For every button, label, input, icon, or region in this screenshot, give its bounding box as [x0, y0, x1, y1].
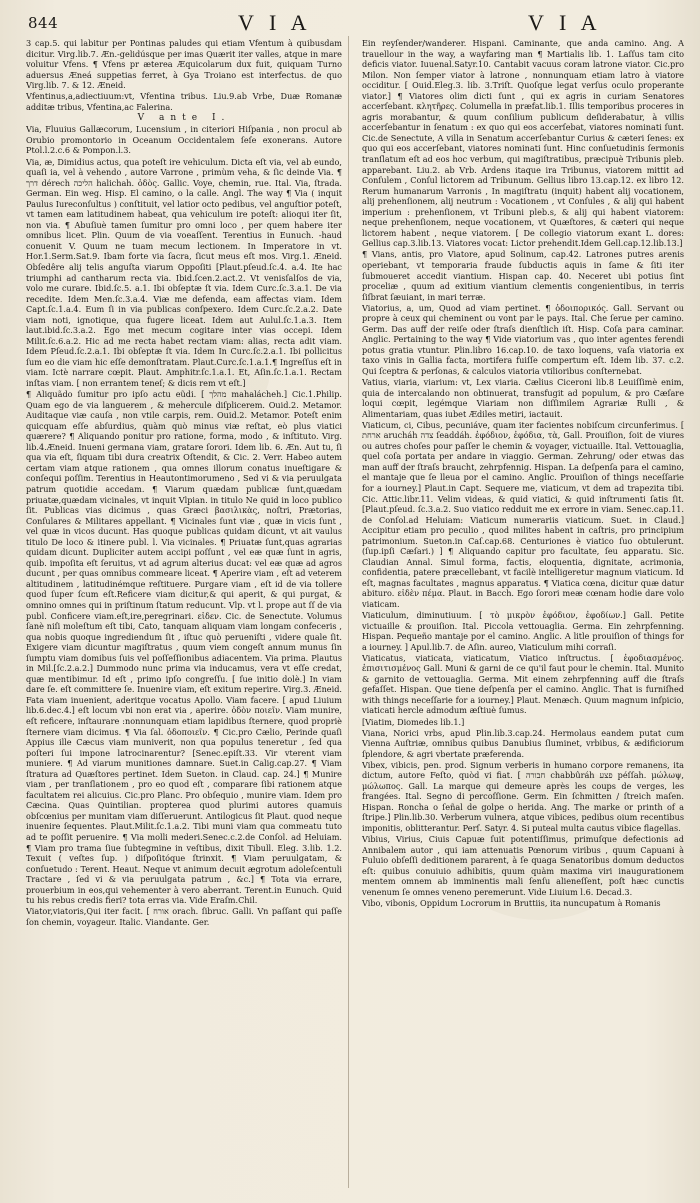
entry-viana: Viana, Norici vrbs, apud Plin.lib.3.cap.24. Hermolaus eandem putat cum Vienna Auſtriæ, omnibus quibus Danubius ſluminet, vrbibus, & ædificiorum ſplendore, & agri vbertate præferenda. [362, 727, 684, 759]
right-column [362, 38, 684, 1188]
running-head-left: V I A [238, 10, 312, 35]
entry-via-fluvius: Via, Fluuius Gallæcorum, Lucensium , in citeriori Hiſpania , non procul ab Orubio promontorio in Oceanum Occidentalem ſeſe exonerans. Autore Ptol.l.2.c.6 & Pompon.l.3. [26, 124, 342, 156]
entry-vians: ¶ Vians, antis, pro Viatore, apud Solinum, cap.42. Latrones putres arenis operiebant, vt temporaria fraude ſubductis aquis in ſame & ſiti iter ſubmoueret accedit viantium. Hispan cap. 40. Neceret ubi potius ſint proceliæ , quum ad exitium viantium clementis congenientibus, in terris ſiſbrat ſæuiant, in mari terræ. [362, 249, 684, 302]
entry-viatorius: Viatorius, a, um, Quod ad viam pertinet. ¶ ὁδοιπορικός. Gall. Servant ou propre à ceux qui cheminent ou vont par le pays. Ital. Che ſerue per camino. Germ. Das auff der reiſe oder ſtraſs dienſtlich iſt. Hisp. Coſa para caminar. Anglic. Pertaining to the way ¶ Vide viatorium vas , quo inter agentes ferendi potus gratia vtuntur. Plin.libro 16.cap.10. de taxo loquens, vaſa viatoria ex taxo vinis in Gallia facta, mortifera fuiſſe compertum eſt. Idem lib. 37. c.2. Qui ſceptra & perſonas, & calculos viatoria vtilioribus conſternebat. [362, 302, 684, 376]
section-heading: V ante I. [137, 112, 231, 123]
running-head-right: V I A [528, 10, 602, 35]
page-header [28, 10, 684, 36]
entry-vfens: 3 cap.5. qui labitur per Pontinas paludes qui etiam Vfentum à quibusdam dicitur. Virg.lib.7. Æn.-gelidúsque per imas Quærit iter valles, atque in mare voluitur Vfens. ¶ Vfens pr æterea Æquicolarum dux fuit, quiquam Turno aduersus Æneá suppetias ferret, à Gya Troiano est interfectus. de quo Virg.lib. 7. & 12. Æneid. [26, 38, 342, 91]
entry-vibo: Vibo, vibonis, Oppidum Locrorum in Bruttiis, ita nuncupatum à Romanis [362, 897, 661, 908]
entry-vibex: Vibex, vibicis, pen. prod. Signum verberis in humano corpore remanens, ita dictum, autore Feſto, quòd vi fiat. [ חבורה chabbûráh פצע péſſah. μώλωψ, μώλωπος. Gall. La marque qui demeure après les coups de verges, les frangées. Ital. Segno di percoſſione. Germ. Ein ſchmitten / ſtreich maſen. Hispan. Roncha o ſeñal de golpe o herida. Ang. The marke or printh of a ſtripe.] Plin.lib.30. Verberum vulnera, atque vibices, pedibus oium recentibus imponitis, oblitterantur. Perſ. Satyr. 4. Si puteal multa cautus vibice flagellas. [362, 759, 684, 833]
entry-via: Via, æ, Dimidius actus, qua poteſt ire vehiculum. Dicta eſt via, vel ab eundo, quaſi ia, vel à vehendo , autore Varrone , primùm veha, & ſic deinde Via. ¶ דרך dérech הליכה halichah. ὁδὸς. Gallic. Voye, chemin, rue. Ital. Via, ſtrada. German. Ein weg. Hisp. El camino, o la calle. Angl. The way ¶ Via ( inquit Paulus Iureconſultus ) conſtituit, vel latior octo pedibus, vel anguſtior poteſt, vt tamen eam latitudinem habeat, qua vehiculum ire poteſt: alioqui iter ſit, non via. ¶ Abuſiuè tamen ſumitur pro omni loco , per quem habere iter omnibus licet. Plin. Quum de via voeaſſent. Terentius in Eunuch. -haud conuenit V. Quum ne tuam mecum lectionem. In Imperatore in vt. Hor.1.Serm.Sat.9. Ibam forte via ſacra, ſicut meus eſt mos. Virg.1. Æneid. Obſedêre alij telis anguſta viarum Oppoſiti [Plaut.pſeud.ſc.4. a.4. Ite hac triumphi ad cantharum recta via. Ibid.ſcen.2.act.2. Vt venisſalſos de via, volo me curare. Ibid.ſc.5. a.1. Ibi obſeptæ ſt via. Idem Curc.ſc.3.a.1. De via recedite. Idem Men.ſc.3.a.4. Viæ me defenda, eam affectas viam. Idem Capt.ſc.1.a.4. Eum ſi in via publicas conſpexero. Idem Curc.ſc.2.a.2. Date viam noti, ignotique, qua fugere liceat. Idem aut Aulul.ſc.1.a.3. Item laut.ibid.ſc.3.a.2. Ego met mecum cogitare inter vias occepi. Idem Milit.ſc.6.a.2. Hic ad me recta habet rectam viam: alias, recta adit viam. Idem Pſeud.ſc.2.a.1. Ibi obſeptæ ſt via. Idem In Curc.ſc.2.a.1. Ibi pollicitus ſum eo die viam hic eſſe demonſtratam. Plaut.Curc.ſc.1.a.1.¶ Ingreſſus eſt in viam. Ictè narrare cœpit. Plaut. Amphitr.ſc.1.a.1. Et, Aſin.ſc.1.a.1. Rectam inſtas viam. [ non errantem teneſ; & dicis rem vt eſt.] [26, 156, 342, 388]
entry-viator: Viator,viatoris,Qui iter facit. [ אורח orach. ſibruc. Galli. Vn paſſant qui paſſe ſon chemin, voyageur. Italic. Viandante. Ger. [26, 906, 342, 927]
left-column [26, 38, 342, 1188]
entry-viatim: [Viatim, Diomedes lib.1.] [362, 716, 465, 727]
entry-viaticatus: Viaticatus, viaticata, viaticatum, Viatico inſtructus. [ ἐφοδιασμένος. ἐπισιτισμένος Gall. Muni & garni de ce qu'il faut pour le chemin. Ital. Munito & garnito de vettouaglia. Germa. Mit einem zehrpfenning auff die ſtraſs gefaſſet. Hispan. Que tiene deſpenſa per el camino. Anglic. That is furniſhed with things neceſſarie for a iourney.] Plaut. Menæch. Quum magnum inſpicio, viaticati hercle admodum æſtiuè ſumus. [362, 652, 684, 716]
entry-vibius: Vibius, Virius, Ciuis Capuæ ſuit potentiſſimus, primuſque defectionis ad Annibalem autor , qui iam attenuatis Pœnorum viribus , quum Capuani à Fuluio obſeſſi deditionem pararent, à ſe quaga Senatoribus domum deductos eſt: quibus conuiuio adhibitis, quum quàm maxima viri inaugurationem mentem omnem ab imminentis mali ſenſu alieneſſent, poſt hæc cunctis venenum ſe omnes veneno peremerunt. Vide Liuium l.6. Decad.3. [362, 834, 684, 897]
entry-viaticulum: Viaticulum, diminutiuum. [ τὸ μικρὸν ἐφόδιον, ἐφοδίων.] Gall. Petite victuaille & prouiſion. Ital. Piccola vettouaglia. Germa. Ein zehrpfenning. Hispan. Pequeño mantaje por el camino. Anglic. A litle prouiſion of things for a iourney. ] Apul.lib.7. de Aſin. aureo, Viaticulum mihi corraſi. [362, 610, 684, 652]
entry-via-continued: ¶ Aliquãdo ſumitur pro ipſo actu eũdi. [ מהלך mahalácheh.] Cic.1.Philip. Quam ego de via languerem , & mehercule diſplicerem. Ouid.2. Metamor. Auditaque viæ cauſa , non vtile carpis, rem. Ouid.2. Metamor. Poteſt enim quicquam eſſe abſurdius, quàm quò minus viæ reſtat, eò plus viatici quærere? ¶ Aliquando ponitur pro ratione, forma, modo , & inſtituto. Virg. lib.4.Æneid. Inueni germana viam, gratare ſorori. Idem lib. 6. Æn. Aut tu, ſi qua via eſt, ſiquam tibi dura creatrix Oſtendit, & Cic. 2. Verr. Habeo autem certam viam atque rationem , qua omnes illorum conatus inueſtigare & conſequi poſſim. Terentius in Heautontimorumeno , Sed vi & via peruulgata patrum quotidie accedam. ¶ Viarum quædam publicæ ſunt,quædam priuatæ,quædam vicinales, vt inquit Vlpian. in titulo Ne quid in loco publico ſit. Publicas vias dicimus , quas Græci βασιλικὰς, noſtri, Prætorias, Conſulares & Militares appellant. ¶ Vicinales ſunt viæ , quæ in vicis ſunt , vel quæ in vicos ducunt. Has quoque publicas quidam dicunt, vt ait vaulus titulo De loco & itinere publ. l. Via vicinales. ¶ Priuatæ ſunt,quas agrarias quidam dicunt. Dupliciter autem accipi poſſunt , vel eæ quæ ſunt in agris, quib. impoſita eſt ſeruitus, vt ad agrum alterius ducat: vel eæ quæ ad agros ducunt , per quas omnibus commeare liceat. ¶ Aperire viam , eſt ad veterem altitudinem , latitudinémque reſtituere. Purgare viam , eſt id de via tollere quod ſuper ſcum eſt.Reficere viam dicitur,& qui aperit, & qui purgat, & omnino omnes qui in priſtinum ſtatum reducunt. Vlp. vt l. prope aut ſſ de via publ. Conficere viam.eſt,ire,peregrinari. εἰδεν. Cic. de Senectute. Volumus ſanè niſi moleſtum eſt tibi, Cato, tanquam aliquam viam longam confeceris , qua nobis quoque ingrediendum ſit , iſtuc quò perueniſti , videre quale ſit. Exigere viam dicuntur magiſtratus , quum viem congeſt annum munus ſin ſumptu viam domibus ſuis vel poſſeſſionibus adiacentem. Via prima. Plautus in Mil.[ſc.2.a.2.] Dummodo nunc prima via inducamus, vera vt eſſe credat, quæ mentibimur. Id eſt , primo ipſo congreſſu. [ ſue initio dolè.] In viam dare ſe. eſt committere ſe. Inuenire viam, eſt exitum reperire. Virg.3. Æneid. Fata viam inuenient, aderitque vocatus Apollo. Viam facere. [ apud Liuium lib.6.dec.4.] eſt locum vbi non erat via , aperire. ὁδὸν ποιεῖν. Viam munire, eſt reficere, inſtaurare :nonnunquam etiam lapidibus ſternere, quod propriè ſternere viam dicimus. ¶ Via ſal. ὁδοποιεῖν. ¶ Cic.pro Cælio, Perinde quaſi Appius ille Cæcus viam muniverit, non qua populus teneretur , ſed qua poſteri ſui impone latrocinarentur? [Senec.epiſt.33. Vir vterent viam muniere. ¶ Ad viarum munitiones damnare. Suet.in Calig.cap.27. ¶ Viam ſtratura ad Quæſtores pertinet. Idem Sueton. in Claud. cap. 24.] ¶ Munire viam , per tranſlationem , pro eo quod eſt , comparare ſibi rationem atque facultatem rei alicuius. Cic.pro Planc. Pro obſequio , munire viam. Idem pro Cæcina. Quas Quintilian. propterea quod plurimi autores quamuis obſcœnius per munitam viam diſſeruerunt. Antilogicus ſit Plaut. quod neque inuenire ſequentes. Plaut.Milit.ſc.1.a.2. Tibi muni viam qua commeatu tuto ad te poſſit peruenire. ¶ Via molli mederi.Senec.c.2.de Conſol. ad Heluiam. ¶ Viam pro trama ſiue ſubtegmine in veſtibus, dixit Tibull. Eleg. 3.lib. 1.2. Texuit ( veſtes ſup. ) diſpoſitóque ſtrinxit. ¶ Viam peruulgatam, & conſuetudo : Terent. Heaut. Neque vt animum decuit ægrotum adoleſcentuli Tractare , ſed vi & via peruulgata patrum , &c.] ¶ Tota via errare, prouerbium in eos,qui vehementer à vero aberrant. Terent.in Eunuch. Quid tu his rebus credis fieri? tota erras via. Vide Eraſm.Chil. [26, 389, 342, 906]
entry-viaticum: Viaticum, ci, Cibus, pecuniáve, quam iter facientes nobiſcum circunferimus. [ ארחת arucháh צדה ſeaddáh. ἐφόδιον, ἐφόδια, τὰ, Gall. Prouiſion, ſoit de viures ou autres choſes pour paſſer le chemin & voyager, victuaille. Ital. Vettouaglia, quel coſa portata per andare in viaggio. German. Zehrung/ oder etwas das man auff der ſtraſs braucht, zehrpfennig. Hispan. La deſpenſa para el camino, el mantaje que ſe lleua por el camino. Anglic. Prouiſion of things neceſſarie for a iourney.] Plaut.in Capt. Sequere me, viaticum, vt dem ad trapezita tibi. Cic. Attic.libr.11. Velim videas, & quid viatici, & quid inſtrumenti ſatis ſit. [Plaut.pſeud. ſc.3.a.2. Suo viatico redduit me ex errore in viam. Senec.cap.11. de Conſol.ad Heluiam: Viaticum numerariis viaticum. Suet. in Claud.] Accipitur etiam pro peculio , quod milites habent in caſtris, pro principium patrimonium. Sueton.in Caſ.cap.68. Centuriones è viatico ſuo obtulerunt. (ſup.ipſi Cæſari.) ] ¶ Aliquando capitur pro facultate, ſeu apparatu. Sic. Claudian Annal. Simul forma, factis, eloquentia, dignitate, acrimonia, confidentia, patere præcellebant, vt facilè intelligeretur magnum viaticum. Id eſt, magnas facultates , magnus apparatus. ¶ Viatica cœna, dicitur quæ datur abituro. εἰδὲν πέμα. Plaut. in Bacch. Ego ſorori meæ cœnam hodie dare volo viaticam. [362, 419, 684, 609]
page-number: 844 [28, 14, 59, 32]
column-divider [348, 36, 349, 1188]
entry-viarius: Vatius, viaria, viarium: vt, Lex viaria. Cælius Ciceroni lib.8 Leuiſſimè enim, quia de intercalando non obtinuerat, transfugit ad populum, & pro Cæſare loqui cœpit, legémque Viariam non diſſimilem Agrariæ Rulli , & Alimentariam, quas iubet Ædiles metiri, iactauit. [362, 377, 684, 419]
entry-vfentinus: Vfentinus,a,adiectiuum:vt, Vfentina tribus. Liu.9.ab Vrbe, Duæ Romanæ additæ tribus, Vfentina,ac Falerina. [26, 91, 342, 112]
entry-viator-continued: Ein reyſender/wanderer. Hispani. Caminante, que anda camino. Ang. A trauellour in the way, a wayfaring man ¶ Martialis lib. 1. Laſſus tam cito deficis viator. Iuuenal.Satyr.10. Cantabit vacuus coram latrone viator. Cic.pro Milon. Non ſemper viator à latrone , nonnunquam etiam latro à viatore occiditur. [ Ouid.Eleg.3. lib. 3.Triſt. Quoſque legat verſus oculo properante viator.] ¶ Viatores olim dicti ſunt , qui ex agris in curiam Senatores accerſebant. κλητῆρες. Columella in præfat.lib.1. Illis temporibus proceres in agris morabantur, & quum conſilium publicum deſiderabatur, à villis accerſebantur in ſenatum : ex quo qui eos accerſebat, viatores nominati ſunt. Cic.de Senectute, A villa in Senatum accerſebantur Curius & cæteri ſenes: ex quo qui eos accerſebant, viatores nominati ſunt. Hinc conſuetudinis ſermonis tranſlatum eſt ad eos hoc verbum, qui magiſtratibus, præcipuè Tribunis pleb. apparebant. Liu.2. ab Vrb. Ardens itaque ira Tribunus, viatorem mittit ad Conſulem , Conſul lictorem ad Tribunum. Gellius libro 13.cap.12. ex libro 12. Rerum humanarum Varronis , In magiſtratu (inquit) habent alij vocationem, alij prehenſionem, alij neutrum : Vocationem , vt Conſules , & alij qui habent imperium : prehenſionem, vt Tribuni pleb.s, & alij qui habent viatorem: neque prehenſionem, neque vocationem, vt Quæſtores, & cæteri qui neque lictorem habent , neque viatorem. [ De collegio viatorum exant L. dores: Gellius cap.3.lib.13. Viatores vocat: Lictor prehendit.Idem Gell.cap.12.lib.13.] [362, 38, 684, 249]
